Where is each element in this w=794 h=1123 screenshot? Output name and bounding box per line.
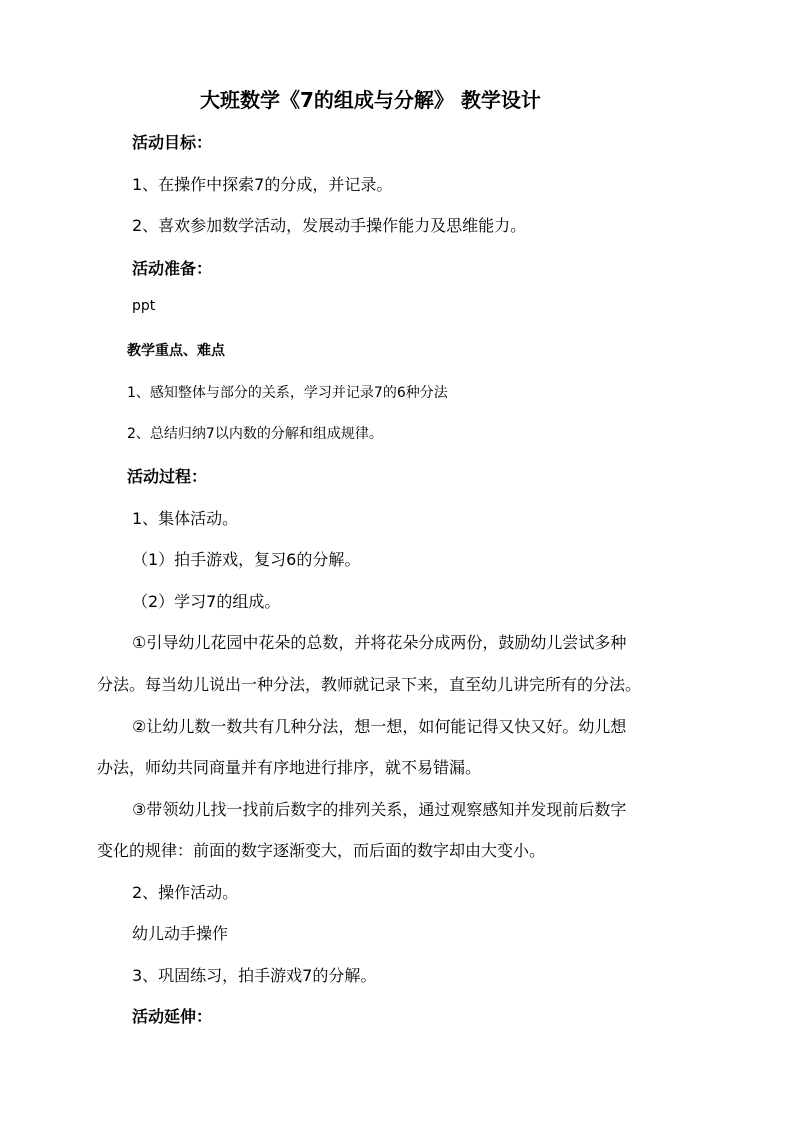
paragraph-1-line-2: 分法。每当幼儿说出一种分法，教师就记录下来，直至幼儿讲完所有的分法。: [97, 675, 642, 694]
process-sub-2: （2）学习7的组成。: [132, 592, 281, 611]
paragraph-3-line-2: 变化的规律：前面的数字逐渐变大，而后面的数字却由大变小。: [97, 841, 546, 860]
keypoint-item-2: 2、总结归纳7以内数的分解和组成规律。: [127, 426, 383, 442]
keypoint-item-1: 1、感知整体与部分的关系，学习并记录7的6种分法: [127, 385, 448, 401]
process-heading: 活动过程：: [127, 467, 208, 486]
preparation-heading: 活动准备：: [132, 259, 213, 278]
process-step-2: 2、操作活动。: [132, 883, 239, 902]
process-step-3: 3、巩固练习，拍手游戏7的分解。: [132, 966, 377, 985]
preparation-text: ppt: [132, 298, 156, 314]
process-sub-1: （1）拍手游戏，复习6的分解。: [132, 550, 361, 569]
objectives-heading: 活动目标：: [132, 133, 213, 152]
objective-item-1: 1、在操作中探索7的分成，并记录。: [132, 175, 393, 194]
paragraph-1-line-1: ①引导幼儿花园中花朵的总数，并将花朵分成两份，鼓励幼儿尝试多种: [132, 633, 627, 652]
keypoints-heading: 教学重点、难点: [127, 343, 225, 359]
paragraph-2-line-1: ②让幼儿数一数共有几种分法，想一想，如何能记得又快又好。幼儿想: [132, 717, 627, 736]
paragraph-2-line-2: 办法，师幼共同商量并有序地进行排序，就不易错漏。: [97, 758, 482, 777]
page-title: 大班数学《7的组成与分解》 教学设计: [200, 88, 541, 112]
extension-heading: 活动延伸：: [132, 1007, 213, 1026]
process-step-1: 1、集体活动。: [132, 509, 239, 528]
process-step-2-detail: 幼儿动手操作: [132, 924, 229, 943]
objective-item-2: 2、喜欢参加数学活动，发展动手操作能力及思维能力。: [132, 216, 527, 235]
paragraph-3-line-1: ③带领幼儿找一找前后数字的排列关系，通过观察感知并发现前后数字: [132, 800, 627, 819]
